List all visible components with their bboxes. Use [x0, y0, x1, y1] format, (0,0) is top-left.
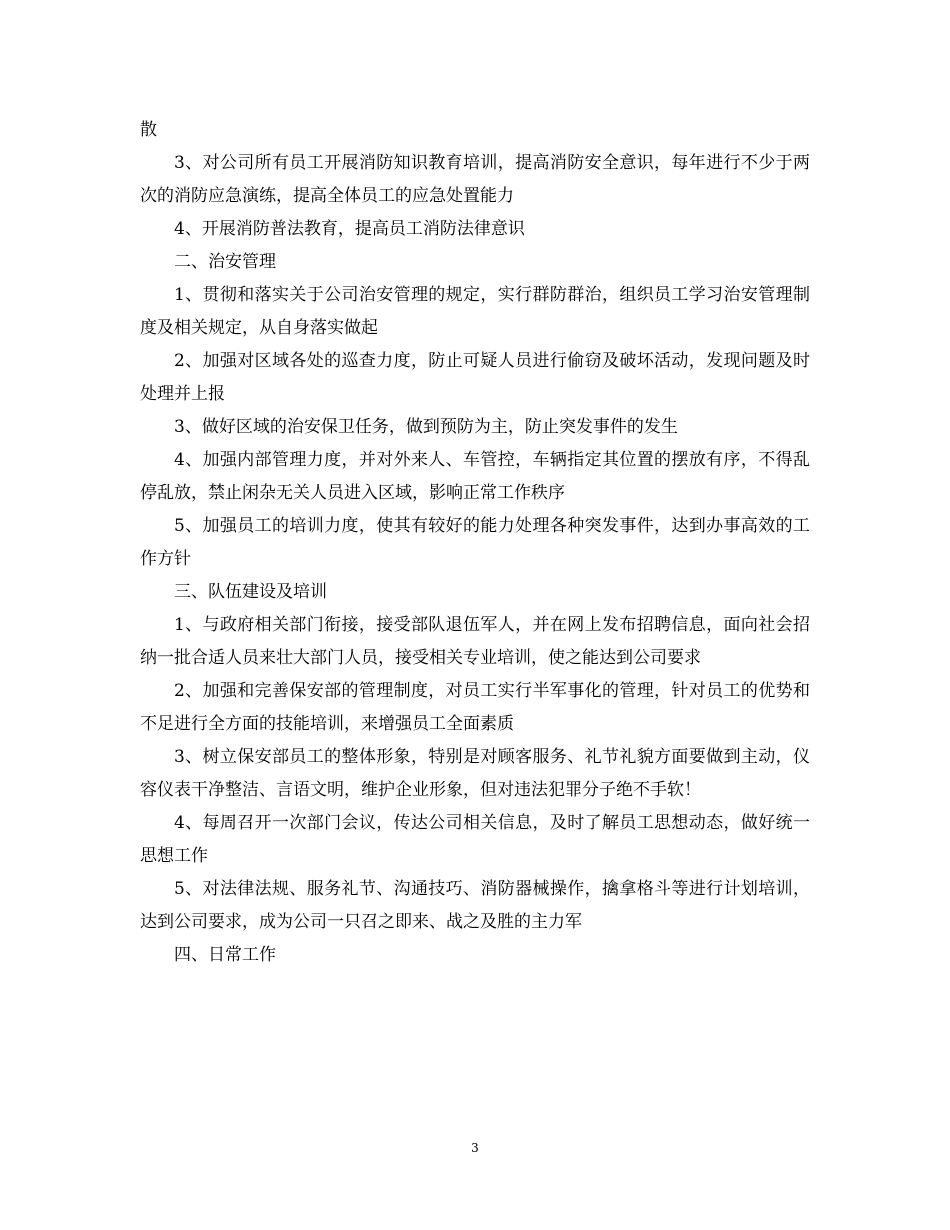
paragraph-continuation: 散 [140, 120, 157, 140]
document-body [140, 114, 810, 972]
paragraph-internal-management: 4、加强内部管理力度，并对外来人、车管控，车辆指定其位置的摆放有序，不得乱停乱放，禁止闲杂无关人员进入区域，影响正常工作秩序 [140, 450, 810, 503]
paragraph-staff-training: 5、加强员工的培训力度，使其有较好的能力处理各种突发事件，达到办事高效的工作方针 [140, 516, 810, 569]
paragraph-recruitment: 1、与政府相关部门衔接，接受部队退伍军人，并在网上发布招聘信息，面向社会招纳一批合适人员来壮大部门人员，接受相关专业培训，使之能达到公司要求 [140, 615, 810, 668]
paragraph-fire-training: 3、对公司所有员工开展消防知识教育培训，提高消防安全意识，每年进行不少于两次的消防应急演练，提高全体员工的应急处置能力 [140, 153, 810, 206]
paragraph-prevention: 3、做好区域的治安保卫任务，做到预防为主，防止突发事件的发生 [174, 417, 678, 437]
section-heading-public-security: 二、治安管理 [174, 252, 276, 272]
paragraph-management-system: 2、加强和完善保安部的管理制度，对员工实行半军事化的管理，针对员工的优势和不足进行全方面的技能培训，来增强员工全面素质 [140, 681, 810, 734]
paragraph-skills-training: 5、对法律法规、服务礼节、沟通技巧、消防器械操作，擒拿格斗等进行计划培训，达到公司要求，成为公司一只召之即来、战之及胜的主力军 [140, 879, 810, 932]
paragraph-weekly-meeting: 4、每周召开一次部门会议，传达公司相关信息，及时了解员工思想动态，做好统一思想工作 [140, 813, 810, 866]
paragraph-fire-law-education: 4、开展消防普法教育，提高员工消防法律意识 [174, 219, 525, 239]
paragraph-security-rules: 1、贯彻和落实关于公司治安管理的规定，实行群防群治，组织员工学习治安管理制度及相关规定，从自身落实做起 [140, 285, 810, 338]
paragraph-patrol: 2、加强对区域各处的巡查力度，防止可疑人员进行偷窃及破坏活动，发现问题及时处理并上报 [140, 351, 810, 404]
paragraph-image: 3、树立保安部员工的整体形象，特别是对顾客服务、礼节礼貌方面要做到主动，仪容仪表干净整洁、言语文明，维护企业形象，但对违法犯罪分子绝不手软！ [140, 747, 810, 800]
page-number: 3 [471, 1141, 479, 1155]
section-heading-team-building: 三、队伍建设及培训 [174, 582, 327, 602]
section-heading-daily-work: 四、日常工作 [174, 945, 276, 965]
